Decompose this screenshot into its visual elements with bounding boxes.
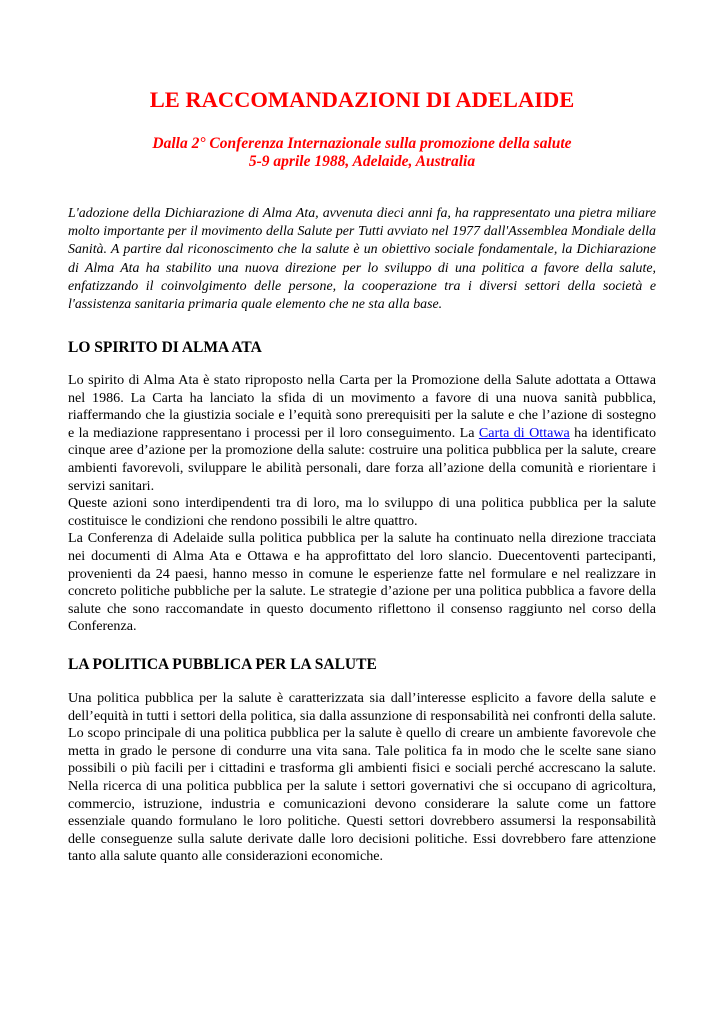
paragraph: Una politica pubblica per la salute è caratterizzata sia dall’interesse esplicito a favore della salute e dell’equità in tutti i settori della politica, sia dalla assunzione di responsabilità nei confronti della salute. Lo scopo principale di una politica pubblica per la salute è quello di creare un ambiente favorevole che metta in grado le persone di condurre una vita sana. Tale politica fa in modo che le scelte sane siano possibili o più facili per i cittadini e trasforma gli ambienti fisici e sociali perché accrescano la salute. Nella ricerca di una politica pubblica per la salute i settori governativi che si occupano di agricoltura, commercio, istruzione, industria e comunicazioni devono considerare la salute come un fattore essenziale quando formulano le loro politiche. Questi settori dovrebbero assumersi la responsabilità delle conseguenze sulla salute derivate dalle loro decisioni politiche. Essi dovrebbero fare attenzione tanto alla salute quanto alle considerazioni economiche. <box>68 690 656 865</box>
carta-di-ottawa-link[interactable]: Carta di Ottawa <box>478 424 570 441</box>
document-subtitle <box>68 135 656 171</box>
paragraph <box>68 372 656 495</box>
paragraph: Queste azioni sono interdipendenti tra di loro, ma lo sviluppo di una politica pubblica per la salute costituisce le condizioni che rendono possibili le altre quattro. <box>68 495 656 529</box>
document-title: LE RACCOMANDAZIONI DI ADELAIDE <box>149 87 575 112</box>
section-heading-spirito: LO SPIRITO DI ALMA ATA <box>68 339 262 356</box>
subtitle-conference: Dalla 2° Conferenza Internazionale sulla promozione della salute <box>152 135 572 152</box>
subtitle-date-place: 5-9 aprile 1988, Adelaide, Australia <box>248 153 476 170</box>
section-heading-politica: LA POLITICA PUBBLICA PER LA SALUTE <box>68 656 377 673</box>
intro-paragraph: L'adozione della Dichiarazione di Alma Ata, avvenuta dieci anni fa, ha rappresentato una pietra miliare molto importante per il movimento della Salute per Tutti avviato nel 1977 dall'Assemblea Mondiale della Sanità. A partire dal riconoscimento che la salute è un obiettivo sociale fondamentale, la Dichiarazione di Alma Ata ha stabilito una nuova direzione per lo sviluppo di una politica a favore della salute, enfatizzando il coinvolgimento delle persone, la cooperazione tra i diversi settori della società e l'assistenza sanitaria primaria quale elemento che ne sta alla base. <box>68 206 656 313</box>
paragraph: La Conferenza di Adelaide sulla politica pubblica per la salute ha continuato nella direzione tracciata nei documenti di Alma Ata e Ottawa e ha approfittato del loro slancio. Duecentoventi partecipanti, provenienti da 24 paesi, hanno messo in comune le esperienze fatte nel formulare e nel realizzare in concreto politiche pubbliche per la salute. Le strategie d’azione per una politica pubblica a favore della salute che sono raccomandate in questo documento riflettono il consenso raggiunto nel corso della Conferenza. <box>68 530 656 635</box>
paragraph-text: ha identificato cinque aree d’azione per la promozione della salute: costruire una politica pubblica per la salute, creare ambienti favorevoli, sviluppare le abilità personali, dare forza all’azione della comunità e riorientare i servizi sanitari. <box>68 424 657 494</box>
section-spirito-body <box>68 372 656 636</box>
section-politica-body <box>68 690 656 866</box>
paragraph-text: Lo spirito di Alma Ata è stato riproposto nella Carta per la Promozione della Salute adottata a Ottawa nel 1986. La Carta ha lanciato la sfida di un movimento a favore di una nuova sanità pubblica, riaffermando che la giustizia sociale e l’equità sono prerequisiti per la salute e che l’azione di sostegno e la mediazione rappresentano i processi per il loro conseguimento. La <box>68 372 656 441</box>
